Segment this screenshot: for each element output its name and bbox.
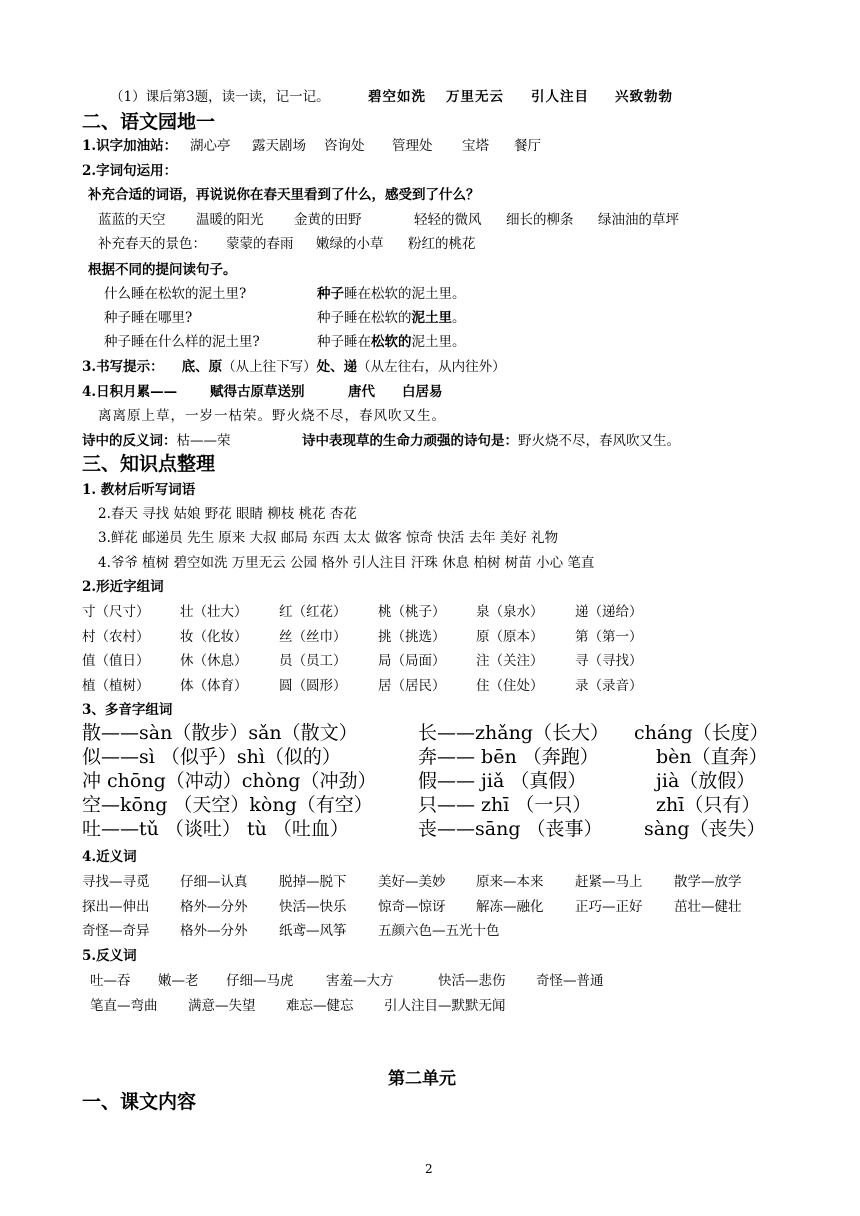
- synonym: 脱掉—脱下: [279, 874, 347, 890]
- polyphone-group: 长——zhǎng（长大）: [418, 722, 609, 744]
- synonym: 茁壮—健壮: [674, 899, 742, 915]
- antonym-line: 诗中的反义词：枯——荣: [82, 433, 231, 449]
- word: 餐厅: [514, 138, 541, 154]
- dictation-row: 3.鲜花 邮递员 先生 原来 大叔 邮局 东西 太太 做客 惊奇 快活 去年 美好 礼物: [98, 530, 559, 546]
- synonym: 解冻—融化: [476, 899, 544, 915]
- unit-title: 第二单元: [388, 1069, 456, 1089]
- polyphone-group: 只—— zhī （一只）: [418, 794, 592, 816]
- item-label: 4.近义词: [82, 849, 137, 865]
- dictation-row: 4.爷爷 植树 碧空如洗 万里无云 公园 格外 引人注目 汗珠 休息 柏树 树苗 小心 笔直: [98, 555, 595, 571]
- dictation-row: 2.春天 寻找 姑娘 野花 眼睛 柳枝 桃花 杏花: [98, 506, 357, 522]
- synonym: 散学—放学: [674, 874, 742, 890]
- item-label: 4.日积月累——: [82, 384, 178, 400]
- similar-char: 休（休息）: [180, 653, 248, 669]
- antonym: 仔细—马虎: [226, 973, 294, 989]
- similar-char: 寻（寻找）: [575, 653, 643, 669]
- exercise-word: 兴致勃勃: [615, 89, 673, 105]
- similar-char: 丝（丝巾）: [279, 629, 347, 645]
- page-number: 2: [425, 1162, 433, 1176]
- word: 露天剧场: [252, 138, 306, 154]
- vitality-line: 诗中表现草的生命力顽强的诗句是：野火烧不尽，春风吹又生。: [302, 433, 680, 449]
- item-label: 1.识字加油站：: [82, 138, 178, 154]
- similar-char: 植（植树）: [82, 678, 150, 694]
- similar-char: 红（红花）: [279, 604, 347, 620]
- polyphone-group: 奔—— bēn （奔跑）: [418, 746, 599, 768]
- exercise-word: 万里无云: [446, 89, 504, 105]
- antonym: 快活—悲伤: [438, 973, 506, 989]
- polyphone-group: zhī（只有）: [656, 794, 761, 816]
- polyphone-group: cháng（长度）: [634, 722, 769, 744]
- similar-char: 局（局面）: [378, 653, 446, 669]
- word: 宝塔: [462, 138, 489, 154]
- synonym: 惊奇—惊讶: [378, 899, 446, 915]
- similar-char: 注（关注）: [476, 653, 544, 669]
- polyphone-group: jià（放假）: [656, 770, 756, 792]
- synonym: 原来—本来: [476, 874, 544, 890]
- question: 什么睡在松软的泥土里?: [104, 286, 247, 302]
- synonym: 格外—分外: [180, 899, 248, 915]
- similar-char: 居（居民）: [378, 678, 446, 694]
- synonym: 纸鸢—风筝: [279, 923, 347, 939]
- answer: 种子睡在松软的泥土里。: [317, 334, 466, 350]
- polyphone-group: 似——sì （似乎）shì（似的）: [82, 746, 341, 768]
- similar-char: 住（住处）: [476, 678, 544, 694]
- similar-char: 村（农村）: [82, 629, 150, 645]
- phrase: 蒙蒙的春雨: [226, 236, 294, 252]
- exercise-word: 碧空如洗: [368, 89, 426, 105]
- polyphone-group: 丧——sāng （丧事）: [418, 818, 603, 840]
- section-title: 一、课文内容: [82, 1091, 197, 1113]
- similar-char: 妆（化妆）: [180, 629, 248, 645]
- answer: 种子睡在松软的泥土里。: [317, 310, 466, 326]
- word: 咨询处: [324, 138, 365, 154]
- question: 种子睡在什么样的泥土里?: [104, 334, 260, 350]
- spring-label: 补充春天的景色：: [98, 236, 206, 252]
- synonym: 寻找—寻觅: [82, 874, 150, 890]
- antonym: 笔直—弯曲: [90, 998, 158, 1014]
- item-label: 5.反义词: [82, 948, 137, 964]
- poem-title: 赋得古原草送别: [210, 384, 305, 400]
- exercise-word: 引人注目: [531, 89, 589, 105]
- synonym: 五颜六色—五光十色: [378, 923, 500, 939]
- similar-char: 员（员工）: [279, 653, 347, 669]
- polyphone-group: 冲 chōng（冲动）chòng（冲劲）: [82, 770, 377, 792]
- similar-char: 第（第一）: [575, 629, 643, 645]
- similar-char: 圆（圆形）: [279, 678, 347, 694]
- similar-char: 壮（壮大）: [180, 604, 248, 620]
- item-label: 2.形近字组词: [82, 579, 164, 595]
- item-label: 1. 教材后听写词语: [82, 482, 196, 498]
- synonym: 美好—美妙: [378, 874, 446, 890]
- similar-char: 递（递给）: [575, 604, 643, 620]
- synonym: 探出—伸出: [82, 899, 150, 915]
- answer: 种子睡在松软的泥土里。: [317, 286, 466, 302]
- antonym: 害羞—大方: [326, 973, 394, 989]
- prompt: 根据不同的提问读句子。: [88, 262, 237, 278]
- word: 湖心亭: [190, 138, 231, 154]
- synonym: 格外—分外: [180, 923, 248, 939]
- phrase: 嫩绿的小草: [316, 236, 384, 252]
- item-label: 2.字词句运用：: [82, 163, 178, 179]
- antonym: 吐—吞: [90, 973, 131, 989]
- synonym: 奇怪—奇异: [82, 923, 150, 939]
- question: 种子睡在哪里?: [104, 310, 193, 326]
- phrase: 金黄的田野: [294, 212, 362, 228]
- polyphone-group: sàng（丧失）: [644, 818, 766, 840]
- synonym: 仔细—认真: [180, 874, 248, 890]
- synonym: 正巧—正好: [575, 899, 643, 915]
- item-label: 3、多音字组词: [82, 702, 173, 718]
- antonym: 满意—失望: [188, 998, 256, 1014]
- similar-char: 录（录音）: [575, 678, 643, 694]
- antonym: 引人注目—默默无闻: [384, 998, 506, 1014]
- poem-dynasty: 唐代: [348, 384, 375, 400]
- synonym: 赶紧—马上: [575, 874, 643, 890]
- exercise-label: （1）课后第3题，读一读，记一记。: [110, 89, 330, 105]
- phrase: 轻轻的微风: [414, 212, 482, 228]
- similar-char: 挑（挑选）: [378, 629, 446, 645]
- word: 管理处: [392, 138, 433, 154]
- writing-tip: 3.书写提示： 底、原（从上往下写）处、递（从左往右，从内往外）: [82, 359, 506, 375]
- phrase: 细长的柳条: [506, 212, 574, 228]
- polyphone-group: bèn（直奔）: [656, 746, 768, 768]
- phrase: 粉红的桃花: [408, 236, 476, 252]
- similar-char: 寸（尺寸）: [82, 604, 150, 620]
- phrase: 温暖的阳光: [196, 212, 264, 228]
- similar-char: 原（原本）: [476, 629, 544, 645]
- exercise-line: [110, 88, 330, 106]
- poem-text: 离离原上草，一岁一枯荣。野火烧不尽，春风吹又生。: [98, 408, 446, 424]
- antonym: 难忘—健忘: [286, 998, 354, 1014]
- antonym: 奇怪—普通: [536, 973, 604, 989]
- polyphone-group: 假—— jiǎ （真假）: [418, 770, 587, 792]
- similar-char: 泉（泉水）: [476, 604, 544, 620]
- similar-char: 体（体育）: [180, 678, 248, 694]
- prompt: 补充合适的词语，再说说你在春天里看到了什么，感受到了什么？: [88, 187, 480, 203]
- section-title: 三、知识点整理: [82, 453, 216, 475]
- antonym: 嫩—老: [158, 973, 199, 989]
- section-title: 二、语文园地一: [82, 111, 216, 133]
- polyphone-group: 吐——tǔ （谈吐） tù （吐血）: [82, 818, 349, 840]
- poem-author: 白居易: [402, 384, 443, 400]
- phrase: 蓝蓝的天空: [98, 212, 166, 228]
- similar-char: 值（值日）: [82, 653, 150, 669]
- polyphone-group: 散——sàn（散步）sǎn（散文）: [82, 722, 358, 744]
- polyphone-group: 空—kōng （天空）kòng（有空）: [82, 794, 373, 816]
- similar-char: 桃（桃子）: [378, 604, 446, 620]
- synonym: 快活—快乐: [279, 899, 347, 915]
- phrase: 绿油油的草坪: [598, 212, 679, 228]
